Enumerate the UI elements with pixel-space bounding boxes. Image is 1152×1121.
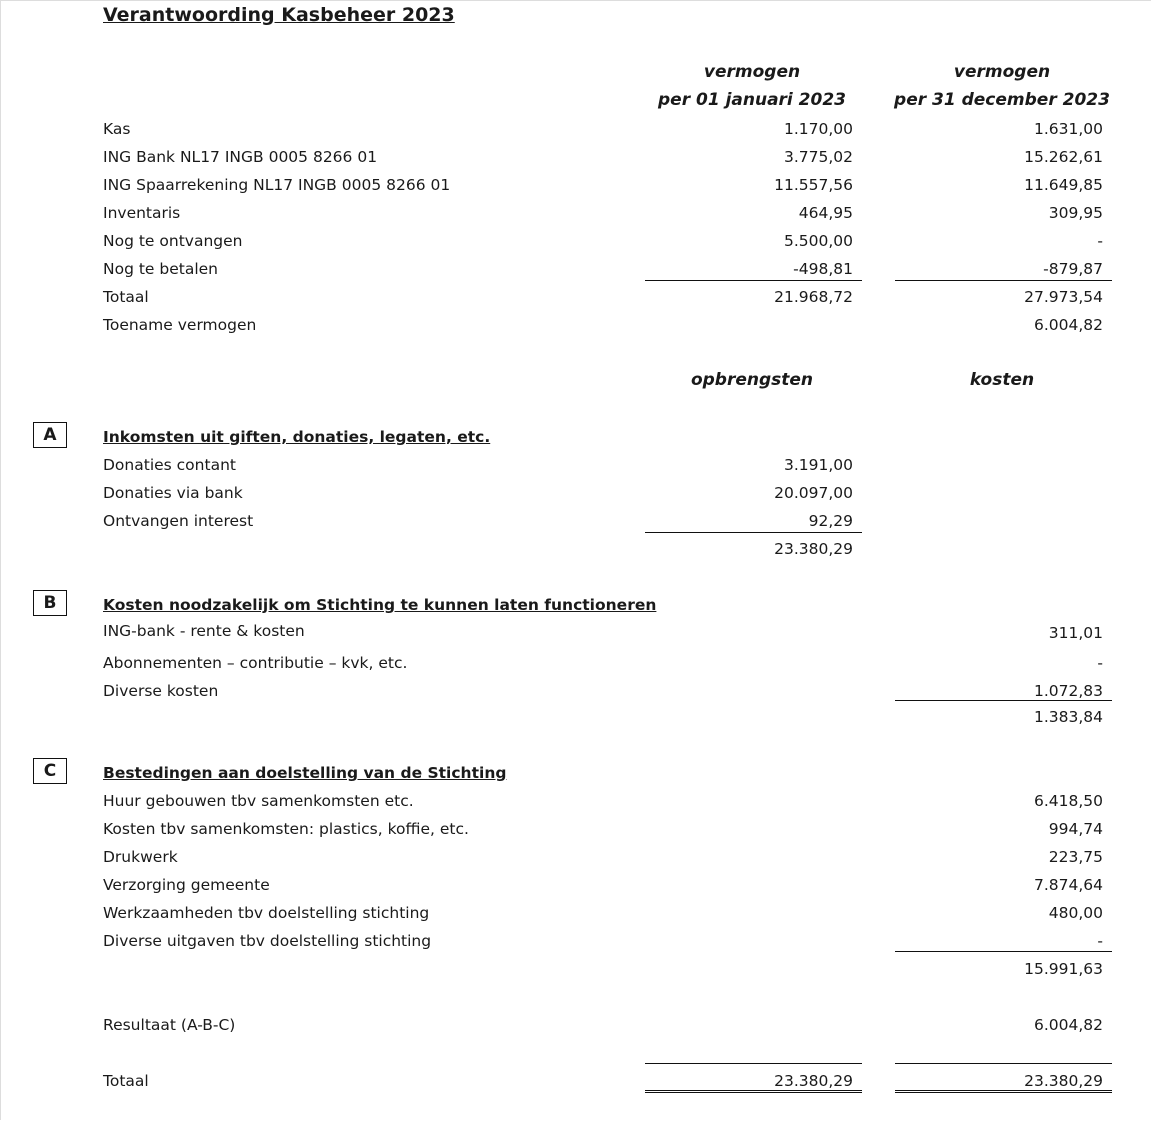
- balance-row-value-jan: 11.557,56: [774, 176, 853, 194]
- line-item-label: Diverse kosten: [103, 682, 219, 700]
- balance-row-value-dec: 15.262,61: [1024, 148, 1103, 166]
- line-item-value: -: [1097, 932, 1103, 950]
- section-c-box: C: [33, 758, 67, 784]
- balance-row-value-dec: 11.649,85: [1024, 176, 1103, 194]
- line-item-label: Kosten tbv samenkomsten: plastics, koffie, etc.: [103, 820, 469, 838]
- line-item-value: 480,00: [1048, 904, 1103, 922]
- double-underline: [645, 1090, 862, 1093]
- balance-row-label: Nog te ontvangen: [103, 232, 243, 250]
- resultaat-label: Resultaat (A-B-C): [103, 1016, 236, 1034]
- line-item-label: Verzorging gemeente: [103, 876, 270, 894]
- line-item-label: Donaties via bank: [103, 484, 243, 502]
- subtotal-line: [645, 280, 862, 281]
- section-a-box: A: [33, 422, 67, 448]
- line-item-value: 994,74: [1048, 820, 1103, 838]
- balance-row-value-jan: -498,81: [793, 260, 853, 278]
- line-item-value: 223,75: [1048, 848, 1103, 866]
- balance-row-label: Nog te betalen: [103, 260, 219, 278]
- balance-row-label: ING Bank NL17 INGB 0005 8266 01: [103, 148, 378, 166]
- balance-row-label: Inventaris: [103, 204, 181, 222]
- totaal-kosten: 23.380,29: [1024, 1072, 1103, 1090]
- totaal-label: Totaal: [103, 1072, 149, 1090]
- kosten-header: kosten: [969, 370, 1035, 390]
- line-item-value: 92,29: [808, 512, 853, 530]
- line-item-value: 1.072,83: [1033, 682, 1103, 700]
- line-item-label: Ontvangen interest: [103, 512, 254, 530]
- section-b-total: 1.383,84: [1033, 708, 1103, 726]
- line-item-label: Diverse uitgaven tbv doelstelling stichting: [103, 932, 432, 950]
- opbrengsten-header: opbrengsten: [690, 370, 814, 390]
- totaal-opbrengsten: 23.380,29: [774, 1072, 853, 1090]
- balance-row-value-dec: 6.004,82: [1033, 316, 1103, 334]
- section-b-title: Kosten noodzakelijk om Stichting te kunnen laten functioneren: [103, 596, 657, 614]
- line-item-value: 311,01: [1048, 624, 1103, 642]
- balance-row-value-jan: 464,95: [798, 204, 853, 222]
- balance-row-value-dec: 309,95: [1048, 204, 1103, 222]
- double-underline: [895, 1090, 1112, 1093]
- balance-row-value-dec: 27.973,54: [1024, 288, 1103, 306]
- balance-row-value-dec: -: [1097, 232, 1103, 250]
- subtotal-line: [645, 532, 862, 533]
- col2-header-line2: per 31 december 2023: [894, 90, 1110, 110]
- section-c-total: 15.991,63: [1024, 960, 1103, 978]
- balance-row-value-jan: 1.170,00: [783, 120, 853, 138]
- line-item-value: -: [1097, 654, 1103, 672]
- balance-row-value-dec: -879,87: [1043, 260, 1103, 278]
- subtotal-line: [895, 280, 1112, 281]
- line-item-label: ING-bank - rente & kosten: [103, 622, 305, 640]
- total-line: [645, 1063, 862, 1064]
- total-line: [895, 1063, 1112, 1064]
- line-item-value: 6.418,50: [1033, 792, 1103, 810]
- line-item-label: Abonnementen – contributie – kvk, etc.: [103, 654, 408, 672]
- balance-row-label: ING Spaarrekening NL17 INGB 0005 8266 01: [103, 176, 451, 194]
- document-title: Verantwoording Kasbeheer 2023: [103, 4, 455, 26]
- subtotal-line: [895, 951, 1112, 952]
- balance-row-value-jan: 3.775,02: [783, 148, 853, 166]
- section-b-box: B: [33, 590, 67, 616]
- subtotal-line: [895, 700, 1112, 701]
- balance-row-value-dec: 1.631,00: [1033, 120, 1103, 138]
- col2-header-line1: vermogen: [953, 62, 1051, 82]
- line-item-value: 3.191,00: [783, 456, 853, 474]
- line-item-label: Werkzaamheden tbv doelstelling stichting: [103, 904, 430, 922]
- balance-row-value-jan: 21.968,72: [774, 288, 853, 306]
- section-a-title: Inkomsten uit giften, donaties, legaten, etc.: [103, 428, 491, 446]
- balance-row-value-jan: 5.500,00: [783, 232, 853, 250]
- line-item-value: 7.874,64: [1033, 876, 1103, 894]
- line-item-value: 20.097,00: [774, 484, 853, 502]
- line-item-label: Huur gebouwen tbv samenkomsten etc.: [103, 792, 414, 810]
- col1-header-line1: vermogen: [703, 62, 801, 82]
- balance-row-label: Kas: [103, 120, 131, 138]
- balance-row-label: Totaal: [103, 288, 149, 306]
- line-item-label: Donaties contant: [103, 456, 236, 474]
- section-a-total: 23.380,29: [774, 540, 853, 558]
- col1-header-line2: per 01 januari 2023: [658, 90, 846, 110]
- balance-row-label: Toename vermogen: [103, 316, 257, 334]
- section-c-title: Bestedingen aan doelstelling van de Stichting: [103, 764, 507, 782]
- line-item-label: Drukwerk: [103, 848, 178, 866]
- resultaat-value: 6.004,82: [1033, 1016, 1103, 1034]
